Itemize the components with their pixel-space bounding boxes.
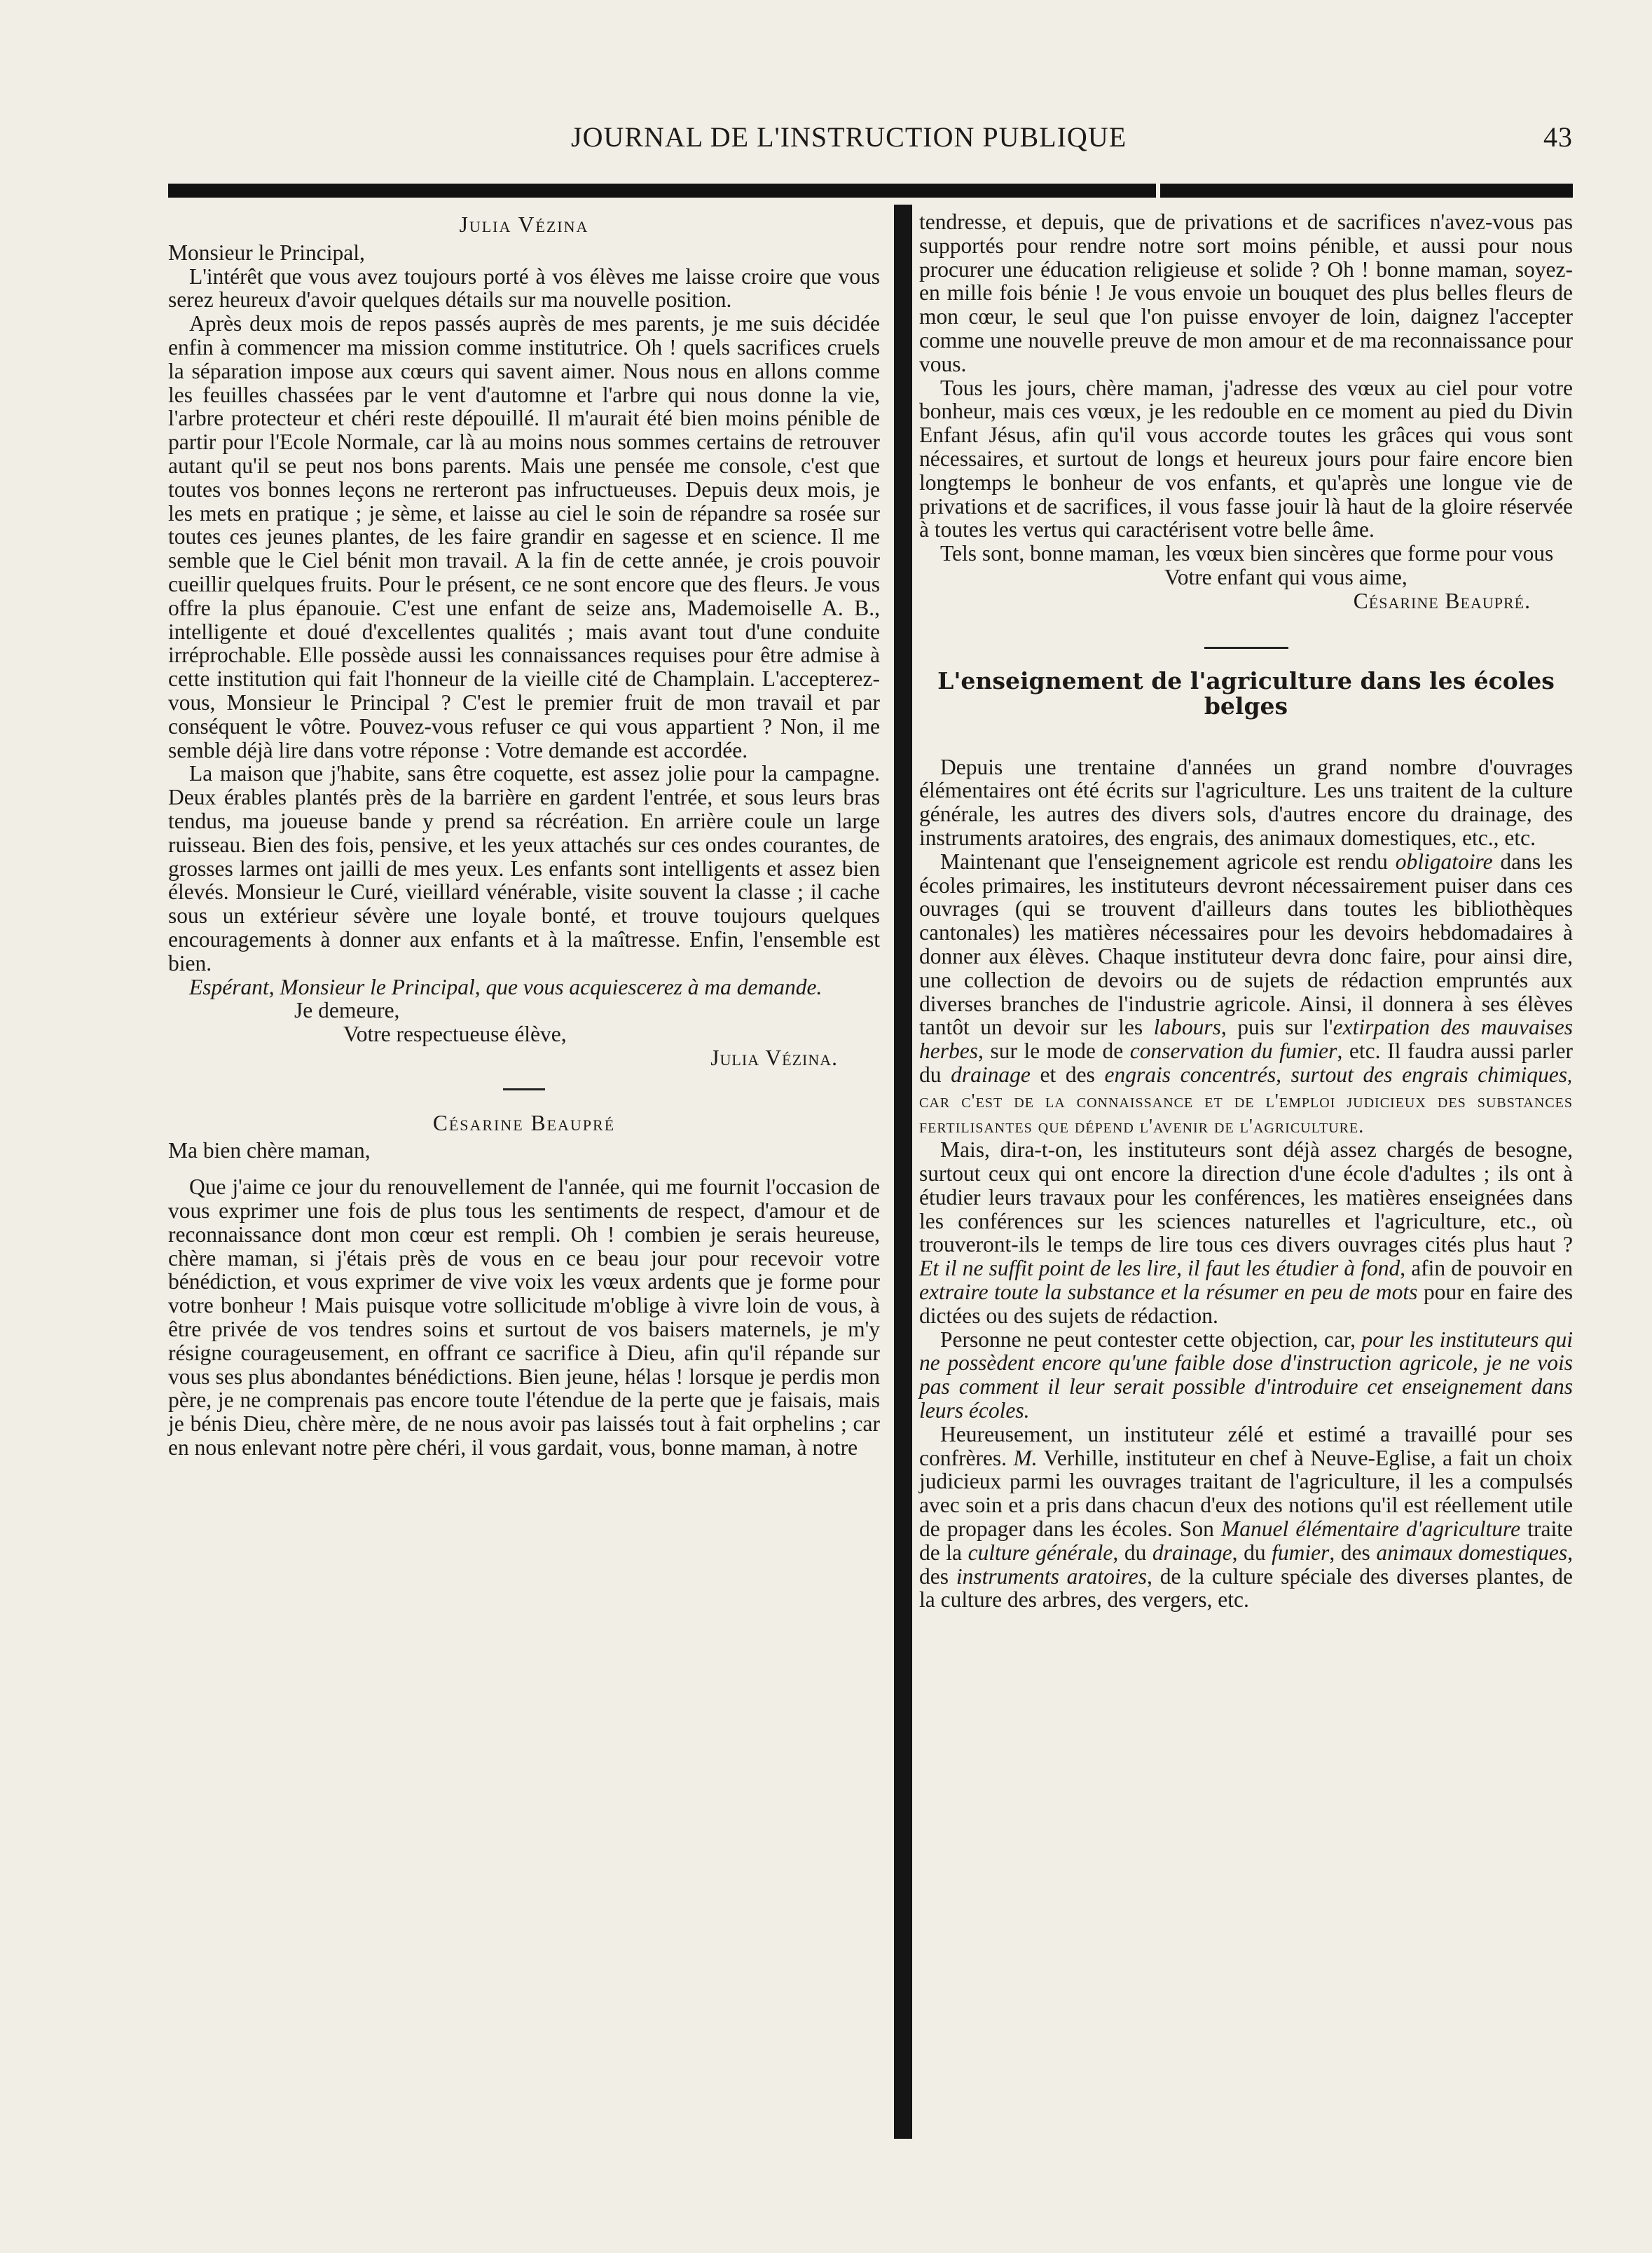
italic-run: obligatoire (1395, 849, 1493, 874)
italic-run: Et il ne suffit point de les lire, il faut les étudier à fond (919, 1256, 1400, 1281)
article-title: L'enseignement de l'agriculture dans les écoles belges (937, 666, 1555, 720)
text-run: , du (1232, 1540, 1272, 1565)
text-run: pour en faire des dictées ou des sujets de rédaction. (919, 1280, 1574, 1328)
italic-run: extraire toute la substance et la résumer en peu de mots (919, 1280, 1418, 1305)
italic-run: extirpation des mauvaises herbes (919, 1015, 1574, 1064)
separator-rule (1204, 647, 1288, 649)
page-number: 43 (1543, 121, 1573, 153)
letter2-paragraph: Que j'aime ce jour du renouvellement de l'année, qui me fournit l'occasion de vous exprimer une fois de plus tous les sentiments de respect, d'amour et de reconnaissance dont mon cœur est rempli. Oh ! combien je serais heureuse, chère maman, si j'étais près de vous en ce beau jour pour recevoir votre bénédiction, et vous exprimer de vive voix les vœux ardents que je forme pour votre bonheur ! Mais puisque votre sollicitude m'oblige à vivre loin de vous, à être privée de vos tendres soins et surtout de vos baisers maternels, je m'y résigne courageusement, en offrant ce sacrifice à Dieu, afin qu'il répande sur vous ses plus abondantes bénédictions. Bien jeune, hélas ! lorsque je perdis mon père, je ne comprenais pas encore toute l'étendue de la perte que je faisais, mais je bénis Dieu, chère mère, de ne nous avoir pas laissés tout à fait orphelins ; car en nous enlevant notre père chéri, il vous gardait, vous, bonne maman, à notre (168, 1175, 880, 1460)
text-run: , de la culture spéciale des diverses plantes, de la culture des arbres, des vergers, etc. (919, 1563, 1573, 1612)
running-header (168, 121, 1573, 163)
journal-title: JOURNAL DE L'INSTRUCTION PUBLIQUE (571, 121, 1127, 153)
left-column (168, 210, 880, 1460)
article-paragraph (919, 1423, 1573, 1612)
italic-run: drainage (1152, 1540, 1232, 1565)
text-run: Mais, dira-t-on, les instituteurs sont déjà assez chargés de besogne, surtout ceux qui ont encore la direction d'une école d'adultes ; ils ont à étudier leurs travaux pour les conférences, les matières enseignées dans les conférences sur les sciences naturelles et l'agriculture, etc., où trouveront-ils le temps de lire tous ces divers ouvrages cités plus haut ? (919, 1137, 1573, 1257)
letter1-salutation: Monsieur le Principal, (168, 240, 365, 265)
small-caps-run: , car c'est de la connaissance et de l'emploi judicieux des substances fertilisantes que dépend l'avenir de l'agriculture. (919, 1064, 1573, 1137)
article-paragraph: Depuis une trentaine d'années un grand nombre d'ouvrages élémentaires ont été écrits sur l'agriculture. Les uns traitent de la culture générale, les autres des divers sols, d'autres encore du drainage, des instruments aratoires, des engrais, des animaux domestiques, etc., etc. (919, 754, 1573, 850)
italic-run: pour les instituteurs qui ne possèdent encore qu'une faible dose d'instruction agricole, je ne vois pas comment il leur serait possible d'introduire cet enseignement dans leurs écoles. (919, 1327, 1573, 1423)
article-paragraph (919, 850, 1573, 1139)
letter2-closing-line: Votre enfant qui vous aime, (1164, 564, 1407, 589)
italic-run: M. (1013, 1445, 1038, 1470)
column-divider (894, 205, 912, 2139)
text-run: traite de la (919, 1516, 1573, 1565)
italic-run: engrais concentrés, surtout des engrais chimiques (1104, 1062, 1567, 1087)
letter2-signature: Césarine Beaupré. (1353, 588, 1531, 613)
italic-run: labours (1153, 1015, 1221, 1040)
text-run: , sur le mode de (977, 1039, 1130, 1064)
text-run: Verhille, instituteur en chef à Neuve-Eglise, a fait un choix judicieux parmi les ouvrages traitant de l'agriculture, il les a compulsés avec soin et a pris dans chacun d'eux des notions qu'il est réellement utile de propager dans les écoles. Son (919, 1445, 1574, 1542)
letter1-paragraph: Après deux mois de repos passés auprès de mes parents, je me suis décidée enfin à commencer ma mission comme institutrice. Oh ! quels sacrifices cruels la séparation impose aux cœurs qui savent aimer. Nous nous en allons comme les feuilles chassées par le vent d'automne et l'arbre qui nous donne la vie, l'arbre protecteur et chéri reste dépouillé. Il m'aurait été bien moins pénible de partir pour l'Ecole Normale, car là au moins nous sommes certains de retrouver autant qu'il se peut nos bons parents. Mais une pensée me console, c'est que toutes vos bonnes leçons ne rerteront pas infructueuses. Depuis deux mois, je les mets en pratique ; je sème, et laisse au ciel le soin de répandre sa rosée sur toutes ces jeunes plantes, de les faire grandir en sagesse et en science. Il me semble que le Ciel bénit mon travail. A la fin de cette année, je crois pouvoir cueillir quelques fruits. Pour le présent, ce ne sont encore que des fleurs. Je vous offre la plus épanouie. C'est une enfant de seize ans, Mademoiselle A. B., intelligente et doué d'excellentes qualités ; mais avant tout d'une conduite irréprochable. Elle possède aussi les connaissances requises pour être admise à cette institution qui fait l'honneur de la vieille cité de Champlain. L'accepterez-vous, Monsieur le Principal ? C'est le premier fruit de mon travail et par conséquent le vôtre. Pouvez-vous refuser ce qui vous appartient ? Non, il me semble déjà lire dans votre réponse : Votre demande est accordée. (168, 311, 880, 762)
italic-run: Manuel élémentaire d'agriculture (1220, 1516, 1521, 1542)
letter1-author-heading: Julia Vézina (459, 212, 589, 237)
text-run: , puis sur l' (1220, 1015, 1333, 1040)
italic-run: animaux domestiques (1376, 1540, 1568, 1565)
letter2-paragraph: Tous les jours, chère maman, j'adresse des vœux au ciel pour votre bonheur, mais ces vœux, je les redouble en ce moment au pied du Divin Enfant Jésus, afin qu'il vous accorde toutes les grâces qui vous sont nécessaires, et surtout de longs et heureux jours pour faire encore bien longtemps le bonheur de vos enfants, et qu'après une longue vie de privations et de sacrifices, il vous fasse jouir là haut de la gloire réservée à toutes les vertus qui caractérisent votre belle âme. (919, 375, 1573, 542)
italic-run: instruments aratoires (956, 1563, 1148, 1589)
text-run: Maintenant que l'enseignement agricole est rendu (940, 849, 1396, 874)
letter2-paragraph: tendresse, et depuis, que de privations et de sacrifices n'avez-vous pas supportés pour rendre notre sort moins pénible, et aussi pour nous procurer une éducation religieuse et solide ? Oh ! bonne maman, soyez-en mille fois bénie ! Je vous envoie un bouquet des plus belles fleurs de mon cœur, le seul que l'on puisse envoyer de loin, daignez l'accepter comme une nouvelle preuve de mon amour et de ma reconnaissance pour vous. (919, 210, 1573, 376)
letter1-closing-line: Je demeure, (294, 998, 400, 1023)
letter1-signature: Julia Vézina. (710, 1045, 838, 1070)
text-run: , des (1329, 1540, 1377, 1565)
letter2-salutation: Ma bien chère maman, (168, 1138, 371, 1163)
text-run: , etc. Il faudra aussi parler du (919, 1039, 1573, 1087)
text-run: Heureusement, un instituteur zélé et estimé a travaillé pour ses confrères. (919, 1421, 1573, 1470)
letter1-closing-line: Votre respectueuse élève, (343, 1022, 567, 1047)
letter1-closing-request-text: Espérant, Monsieur le Principal, que vous acquiescerez à ma demande. (189, 974, 822, 999)
italic-run: culture générale (968, 1540, 1113, 1565)
letter1-paragraph: L'intérêt que vous avez toujours porté à vos élèves me laisse croire que vous serez heureux d'avoir quelques détails sur ma nouvelle position. (168, 263, 880, 313)
separator-rule (503, 1088, 545, 1090)
right-column (919, 210, 1573, 1612)
letter2-paragraph: Tels sont, bonne maman, les vœux bien sincères que forme pour vous (940, 541, 1554, 566)
text-run: , des (919, 1540, 1574, 1589)
text-run: , du (1113, 1540, 1152, 1565)
text-run: et des (1030, 1062, 1105, 1087)
article-paragraph (919, 1138, 1573, 1327)
italic-run: drainage (951, 1062, 1031, 1087)
text-run: , afin de pouvoir en (1400, 1256, 1573, 1281)
text-run: dans les écoles primaires, les instituteurs devront nécessairement puiser dans ces ouvrages (qui se trouvent d'ailleurs dans toutes les bibliothèques cantonales) les matières nécessaires pour les devoirs hebdomadaires à donner aux élèves. Chaque instituteur devra donc faire, pour ainsi dire, une collection de devoirs ou de sujets de rédaction empruntés aux diverses branches de l'industrie agricole. Ainsi, il donnera à ses élèves tantôt un devoir sur les (919, 849, 1573, 1040)
article-paragraph (919, 1328, 1573, 1423)
text-run: Personne ne peut contester cette objection, car, (940, 1327, 1362, 1352)
header-rule (168, 184, 1573, 198)
header-rule-gap (1156, 184, 1160, 198)
letter1-paragraph: La maison que j'habite, sans être coquette, est assez jolie pour la campagne. Deux érables plantés près de la barrière en gardent l'entrée, et sous leurs bras tendus, ma joueuse bande y prend sa récréation. En arrière coule un large ruisseau. Bien des fois, pensive, et les yeux attachés sur ces ondes courantes, de grosses larmes ont jailli de mes yeux. Les enfants sont intelligents et assez bien élevés. Monsieur le Curé, vieillard vénérable, visite souvent la classe ; il cache sous un extérieur sévère une loyale bonté, et trouve toujours quelques encouragements à donner aux enfants et à la maîtresse. Enfin, l'ensemble est bien. (168, 761, 880, 975)
letter2-author-heading: Césarine Beaupré (432, 1110, 616, 1135)
italic-run: fumier (1272, 1540, 1330, 1565)
spacer (168, 1163, 880, 1175)
letter1-closing-request (168, 975, 880, 999)
italic-run: conservation du fumier (1129, 1039, 1337, 1064)
